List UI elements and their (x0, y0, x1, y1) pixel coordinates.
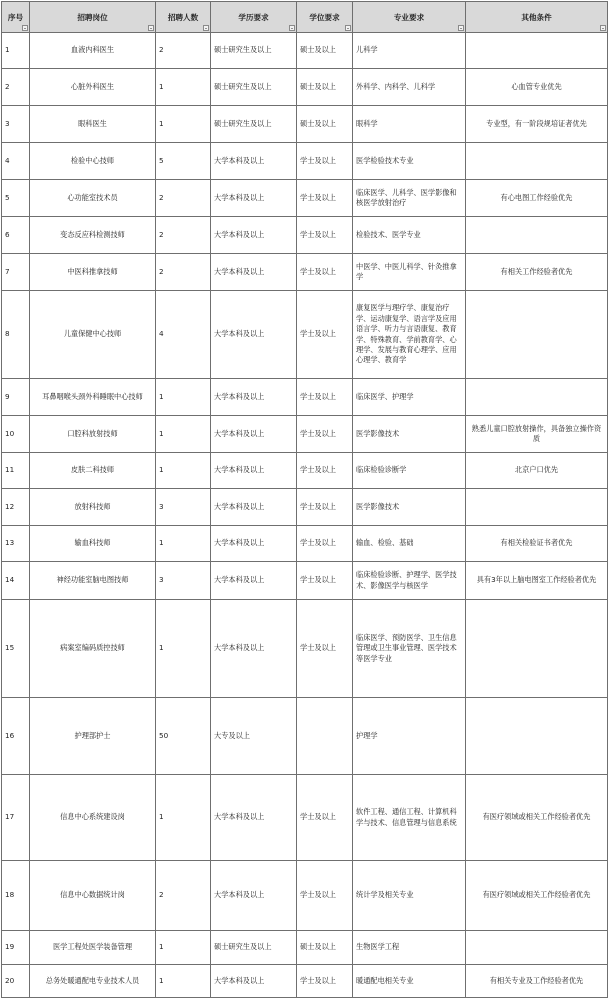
cell-no: 12 (2, 489, 30, 526)
cell-other: 专业型，有一阶段规培证者优先 (466, 106, 608, 143)
cell-count: 1 (156, 69, 211, 106)
cell-degree: 学士及以上 (297, 379, 353, 416)
cell-major: 暖通配电相关专业 (353, 965, 466, 998)
table-row (2, 526, 608, 562)
cell-degree: 学士及以上 (297, 217, 353, 254)
cell-other: 有相关专业及工作经验者优先 (466, 965, 608, 998)
table-row (2, 965, 608, 998)
cell-other: 有心电图工作经验优先 (466, 180, 608, 217)
cell-count: 2 (156, 180, 211, 217)
cell-degree: 硕士及以上 (297, 33, 353, 69)
cell-no: 7 (2, 254, 30, 291)
cell-other (466, 931, 608, 965)
cell-count: 1 (156, 416, 211, 453)
cell-position: 心功能室技术员 (30, 180, 156, 217)
cell-major: 外科学、内科学、儿科学 (353, 69, 466, 106)
cell-count: 1 (156, 453, 211, 489)
cell-degree (297, 698, 353, 775)
header-major-label: 专业要求 (393, 12, 425, 22)
table-row (2, 489, 608, 526)
cell-count: 3 (156, 489, 211, 526)
cell-major: 临床检验诊断学 (353, 453, 466, 489)
cell-major: 输血、检验、基础 (353, 526, 466, 562)
cell-major: 临床医学、预防医学、卫生信息管理或卫生事业管理、医学技术等医学专业 (353, 600, 466, 698)
cell-position: 放射科技师 (30, 489, 156, 526)
cell-degree: 学士及以上 (297, 965, 353, 998)
cell-no: 17 (2, 775, 30, 861)
cell-major: 软件工程、通信工程、计算机科学与技术、信息管理与信息系统 (353, 775, 466, 861)
header-education[interactable] (211, 2, 297, 33)
recruitment-table (1, 1, 608, 998)
cell-education: 硕士研究生及以上 (211, 33, 297, 69)
cell-count: 1 (156, 526, 211, 562)
cell-count: 1 (156, 106, 211, 143)
cell-no: 16 (2, 698, 30, 775)
cell-no: 18 (2, 861, 30, 931)
filter-dropdown-icon[interactable] (289, 25, 295, 31)
cell-other (466, 143, 608, 180)
cell-no: 9 (2, 379, 30, 416)
cell-count: 3 (156, 562, 211, 600)
filter-dropdown-icon[interactable] (458, 25, 464, 31)
header-other-label: 其他条件 (521, 12, 552, 22)
cell-no: 5 (2, 180, 30, 217)
cell-count: 2 (156, 254, 211, 291)
cell-education: 硕士研究生及以上 (211, 931, 297, 965)
header-major[interactable] (353, 2, 466, 33)
filter-dropdown-icon[interactable] (22, 25, 28, 31)
cell-other (466, 698, 608, 775)
cell-major: 临床医学、儿科学、医学影像和核医学放射治疗 (353, 180, 466, 217)
header-count-label: 招聘人数 (167, 12, 199, 22)
cell-no: 15 (2, 600, 30, 698)
cell-degree: 学士及以上 (297, 775, 353, 861)
cell-degree: 学士及以上 (297, 143, 353, 180)
cell-degree: 学士及以上 (297, 861, 353, 931)
cell-position: 神经功能室脑电图技师 (30, 562, 156, 600)
cell-degree: 硕士及以上 (297, 106, 353, 143)
filter-dropdown-icon[interactable] (600, 25, 606, 31)
cell-count: 1 (156, 931, 211, 965)
table-row (2, 698, 608, 775)
table-row (2, 143, 608, 180)
cell-major: 眼科学 (353, 106, 466, 143)
cell-count: 1 (156, 600, 211, 698)
cell-count: 1 (156, 379, 211, 416)
table-row (2, 180, 608, 217)
cell-position: 耳鼻咽喉头颈外科睡眠中心技师 (30, 379, 156, 416)
cell-no: 8 (2, 291, 30, 379)
cell-major: 医学影像技术 (353, 416, 466, 453)
cell-other: 北京户口优先 (466, 453, 608, 489)
cell-education: 大学本科及以上 (211, 861, 297, 931)
table-row (2, 600, 608, 698)
cell-count: 1 (156, 965, 211, 998)
cell-position: 血液内科医生 (30, 33, 156, 69)
cell-education: 大学本科及以上 (211, 526, 297, 562)
table-row (2, 379, 608, 416)
cell-education: 大学本科及以上 (211, 254, 297, 291)
cell-other: 有医疗领域或相关工作经验者优先 (466, 775, 608, 861)
cell-education: 大学本科及以上 (211, 416, 297, 453)
table-row (2, 453, 608, 489)
cell-position: 变态反应科检测技师 (30, 217, 156, 254)
filter-dropdown-icon[interactable] (345, 25, 351, 31)
cell-no: 20 (2, 965, 30, 998)
header-degree-label: 学位要求 (309, 12, 340, 22)
cell-education: 大学本科及以上 (211, 453, 297, 489)
cell-degree: 学士及以上 (297, 291, 353, 379)
cell-other: 有相关工作经验者优先 (466, 254, 608, 291)
cell-other: 具有3年以上脑电图室工作经验者优先 (466, 562, 608, 600)
cell-no: 6 (2, 217, 30, 254)
cell-other (466, 600, 608, 698)
header-education-label: 学历要求 (238, 12, 269, 22)
cell-position: 中医科推拿技师 (30, 254, 156, 291)
table-row (2, 106, 608, 143)
cell-major: 临床医学、护理学 (353, 379, 466, 416)
cell-education: 大专及以上 (211, 698, 297, 775)
table-row (2, 69, 608, 106)
cell-education: 大学本科及以上 (211, 143, 297, 180)
cell-degree: 学士及以上 (297, 600, 353, 698)
cell-education: 硕士研究生及以上 (211, 106, 297, 143)
table-row (2, 217, 608, 254)
cell-degree: 学士及以上 (297, 453, 353, 489)
header-count[interactable] (156, 2, 211, 33)
table-row (2, 562, 608, 600)
cell-no: 2 (2, 69, 30, 106)
cell-count: 4 (156, 291, 211, 379)
cell-position: 心脏外科医生 (30, 69, 156, 106)
cell-major: 医学检验技术专业 (353, 143, 466, 180)
cell-position: 护理部护士 (30, 698, 156, 775)
cell-position: 医学工程处医学装备管理 (30, 931, 156, 965)
cell-position: 信息中心系统建设岗 (30, 775, 156, 861)
cell-degree: 硕士及以上 (297, 931, 353, 965)
cell-major: 临床检验诊断、护理学、医学技术、影像医学与核医学 (353, 562, 466, 600)
cell-other: 熟悉儿童口腔放射操作，具备独立操作资质 (466, 416, 608, 453)
cell-count: 1 (156, 775, 211, 861)
cell-position: 眼科医生 (30, 106, 156, 143)
cell-degree: 学士及以上 (297, 180, 353, 217)
cell-major: 检验技术、医学专业 (353, 217, 466, 254)
cell-no: 1 (2, 33, 30, 69)
cell-no: 4 (2, 143, 30, 180)
cell-no: 13 (2, 526, 30, 562)
cell-no: 11 (2, 453, 30, 489)
cell-position: 病案室编码质控技师 (30, 600, 156, 698)
cell-count: 50 (156, 698, 211, 775)
cell-other (466, 217, 608, 254)
cell-other (466, 291, 608, 379)
cell-other: 心血管专业优先 (466, 69, 608, 106)
cell-position: 输血科技师 (30, 526, 156, 562)
cell-degree: 学士及以上 (297, 562, 353, 600)
table-row (2, 416, 608, 453)
cell-major: 中医学、中医儿科学、针灸推拿学 (353, 254, 466, 291)
cell-count: 2 (156, 33, 211, 69)
cell-major: 统计学及相关专业 (353, 861, 466, 931)
cell-education: 大学本科及以上 (211, 180, 297, 217)
cell-major: 生物医学工程 (353, 931, 466, 965)
header-other[interactable] (466, 2, 608, 33)
cell-education: 大学本科及以上 (211, 775, 297, 861)
cell-degree: 学士及以上 (297, 254, 353, 291)
cell-count: 2 (156, 861, 211, 931)
cell-education: 大学本科及以上 (211, 291, 297, 379)
cell-education: 大学本科及以上 (211, 965, 297, 998)
cell-count: 2 (156, 217, 211, 254)
cell-no: 14 (2, 562, 30, 600)
header-no[interactable] (2, 2, 30, 33)
cell-position: 检验中心技师 (30, 143, 156, 180)
cell-position: 总务处暖通配电专业技术人员 (30, 965, 156, 998)
cell-other (466, 379, 608, 416)
cell-education: 大学本科及以上 (211, 217, 297, 254)
cell-count: 5 (156, 143, 211, 180)
cell-position: 皮肤二科技师 (30, 453, 156, 489)
cell-other: 有相关检验证书者优先 (466, 526, 608, 562)
filter-dropdown-icon[interactable] (203, 25, 209, 31)
cell-position: 信息中心数据统计岗 (30, 861, 156, 931)
cell-major: 康复医学与理疗学、康复治疗学、运动康复学、语言学及应用语言学、听力与言语康复、教育学、特殊教育、学前教育学、心理学、发展与教育心理学、应用心理学、教育学 (353, 291, 466, 379)
cell-major: 儿科学 (353, 33, 466, 69)
cell-no: 3 (2, 106, 30, 143)
header-position[interactable] (30, 2, 156, 33)
cell-position: 儿童保健中心技师 (30, 291, 156, 379)
cell-other (466, 489, 608, 526)
cell-education: 硕士研究生及以上 (211, 69, 297, 106)
cell-degree: 硕士及以上 (297, 69, 353, 106)
table-row (2, 861, 608, 931)
cell-other: 有医疗领域或相关工作经验者优先 (466, 861, 608, 931)
cell-degree: 学士及以上 (297, 489, 353, 526)
table-row (2, 33, 608, 69)
cell-position: 口腔科放射技师 (30, 416, 156, 453)
cell-major: 医学影像技术 (353, 489, 466, 526)
cell-education: 大学本科及以上 (211, 489, 297, 526)
table-row (2, 775, 608, 861)
cell-education: 大学本科及以上 (211, 600, 297, 698)
header-position-label: 招聘岗位 (77, 12, 108, 22)
cell-major: 护理学 (353, 698, 466, 775)
table-row (2, 291, 608, 379)
cell-degree: 学士及以上 (297, 526, 353, 562)
header-no-label: 序号 (7, 12, 24, 22)
table-header-row (2, 2, 608, 33)
cell-education: 大学本科及以上 (211, 379, 297, 416)
cell-other (466, 33, 608, 69)
cell-degree: 学士及以上 (297, 416, 353, 453)
table-row (2, 931, 608, 965)
table-row (2, 254, 608, 291)
cell-no: 19 (2, 931, 30, 965)
header-degree[interactable] (297, 2, 353, 33)
cell-no: 10 (2, 416, 30, 453)
cell-education: 大学本科及以上 (211, 562, 297, 600)
filter-dropdown-icon[interactable] (148, 25, 154, 31)
